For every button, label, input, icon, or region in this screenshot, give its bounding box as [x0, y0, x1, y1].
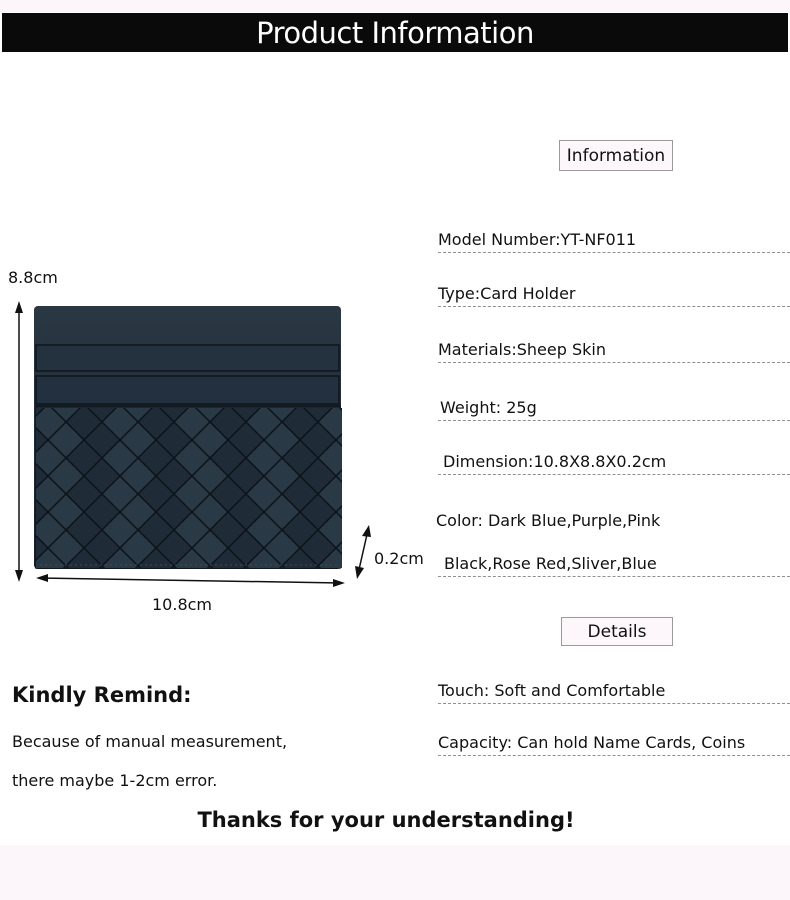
spec-row-type	[438, 282, 790, 307]
height-arrow	[15, 301, 23, 582]
weave-tile	[354, 512, 390, 548]
detail-row-touch	[438, 679, 790, 704]
weave-pattern	[12, 386, 390, 602]
weave-tile	[120, 566, 156, 602]
detail-label: Touch:	[438, 681, 490, 700]
detail-label: Capacity:	[438, 733, 513, 752]
spec-label: Dimension:	[443, 452, 534, 471]
weave-tile	[354, 404, 390, 440]
spec-value: YT-NF011	[560, 230, 637, 249]
weave-tile	[354, 440, 390, 476]
weave-tile	[264, 566, 300, 602]
thickness-label: 0.2cm	[374, 549, 424, 568]
spec-value: Card Holder	[480, 284, 576, 303]
remind-line-1: Because of manual measurement,	[12, 732, 288, 751]
spec-row-color-continued	[438, 552, 790, 577]
width-arrow	[36, 574, 345, 587]
weave-tile	[228, 566, 264, 602]
weave-tile	[48, 566, 84, 602]
spec-row-materials	[438, 338, 790, 363]
thanks-message: Thanks for your understanding!	[197, 808, 575, 832]
spec-label: Color:	[436, 511, 483, 530]
spec-label: Materials:	[438, 340, 517, 359]
information-section-label	[559, 140, 673, 171]
weave-tile	[354, 476, 390, 512]
spec-value: 10.8X8.8X0.2cm	[533, 452, 667, 471]
information-label-text: Information	[566, 145, 666, 166]
thickness-arrow	[355, 525, 371, 579]
width-label: 10.8cm	[152, 595, 213, 614]
spec-value: Sheep Skin	[516, 340, 606, 359]
spec-label: Model Number:	[438, 230, 561, 249]
spec-value: Black,Rose Red,Sliver,Blue	[444, 554, 657, 573]
details-section-label	[561, 617, 673, 646]
height-label: 8.8cm	[8, 268, 58, 287]
card-slot-1	[36, 345, 339, 371]
spec-row-weight	[438, 396, 790, 421]
card-holder-image	[12, 306, 390, 602]
spec-row-model	[438, 228, 790, 253]
detail-value: Soft and Comfortable	[489, 681, 666, 700]
spec-row-dimension	[438, 450, 790, 475]
detail-row-capacity	[438, 731, 790, 756]
weave-tile	[84, 566, 120, 602]
card-slot-2	[36, 376, 339, 404]
weave-tile	[300, 566, 336, 602]
spec-label: Weight:	[440, 398, 502, 417]
remind-title: Kindly Remind:	[12, 683, 192, 707]
spec-value: 25g	[501, 398, 537, 417]
spec-value: Dark Blue,Purple,Pink	[482, 511, 661, 530]
remind-line-2: there maybe 1-2cm error.	[12, 771, 218, 790]
spec-label: Type:	[438, 284, 481, 303]
detail-value: Can hold Name Cards, Coins	[512, 733, 746, 752]
spec-row-color	[436, 511, 660, 530]
details-label-text: Details	[587, 621, 647, 642]
page-title: Product Information	[256, 15, 534, 50]
